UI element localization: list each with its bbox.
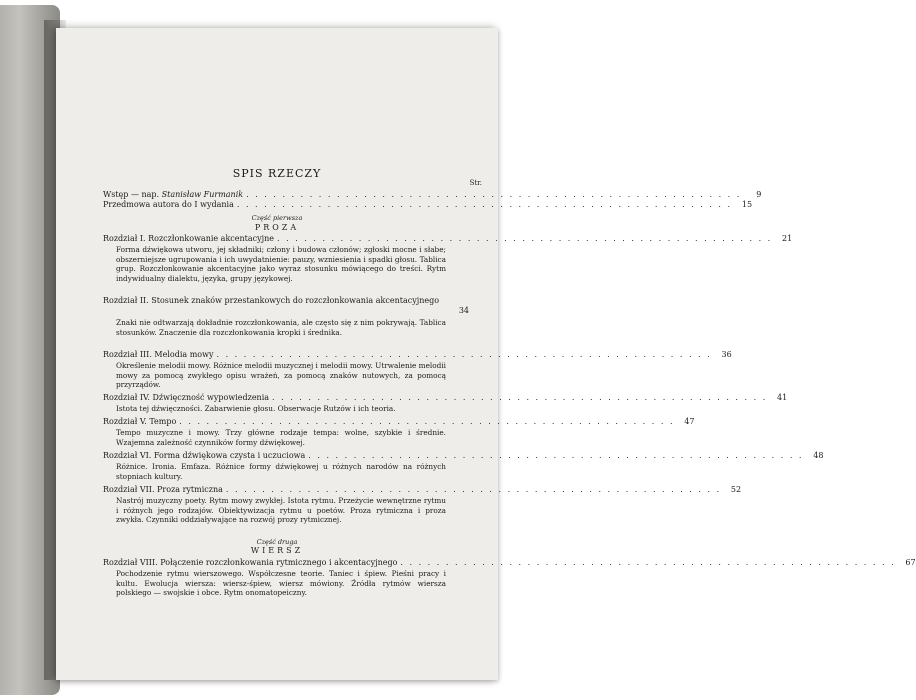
toc-entry-preface: Przedmowa autora do I wydania . . . 15 — [103, 200, 469, 210]
chapter-summary: Pochodzenie rytmu wierszowego. Współczesne teorie. Taniec i śpiew. Pieśni pracy i kultu. Ewolucja wiersza: wiersz-śpiew, wiersz mówiony. Źródła rytmów wiersza polskiego — swojskie i obce. Rytm onomatopeiczny. — [116, 569, 446, 598]
part-title: PROZA — [254, 223, 300, 232]
toc-entry-chapter: Rozdział I. Rozczłonkowanie akcentacyjne . . . 21 — [103, 234, 469, 244]
page-number: 67 — [905, 558, 916, 567]
toc-heading: SPIS RZECZY — [232, 167, 322, 180]
toc-entry-chapter: Rozdział V. Tempo . . . 47 — [103, 417, 469, 427]
chapter-summary: Forma dźwiękowa utworu, jej składniki; człony i budowa członów; zgłoski mocne i słabe; obszerniejsze ugrupowania i ich uwydatnienie: pauzy, wzniesienia i spadki głosu. Tablica grup. Rozczłonkowanie akcentacyjne jako wyraz stosunku mówiącego do treści. Rytm indywidualny dialektu, języka, grupy językowej. — [116, 245, 446, 283]
page-number: 21 — [782, 234, 793, 243]
part-label: Część druga — [256, 538, 298, 546]
chapter-summary: Różnice. Ironia. Emfaza. Różnice formy dźwiękowej u różnych narodów na różnych stopniach kultury. — [116, 462, 446, 481]
toc-entry-chapter: Rozdział IV. Dźwięczność wypowiedzenia . . . 41 — [103, 393, 469, 403]
page-number: 15 — [741, 200, 753, 209]
part-label: Część pierwsza — [251, 214, 303, 222]
chapter-summary: Tempo muzyczne i mowy. Trzy główne rodzaje tempa: wolne, szybkie i średnie. Wzajemna zależność czynników formy dźwiękowej. — [116, 428, 446, 447]
toc-entry-chapter: Rozdział VII. Proza rytmiczna . . . 52 — [103, 485, 469, 495]
toc-entry-chapter: Rozdział III. Melodia mowy . . . 36 — [103, 350, 469, 360]
page-number: 36 — [721, 350, 732, 359]
page-number: 47 — [684, 417, 695, 426]
page-number: 9 — [756, 190, 762, 199]
toc-entry-foreword: Wstęp — nap. Stanisław Furmanik . . . 9 — [103, 190, 469, 200]
chapter-summary: Istota tej dźwięczności. Zabarwienie głosu. Obserwacje Rutzów i ich teoria. — [116, 404, 396, 413]
page-number: 41 — [777, 393, 788, 402]
chapter-summary: Określenie melodii mowy. Różnice melodii muzycznej i melodii mowy. Utrwalenie melodii mowy za pomocą zwykłego opisu wrażeń, za pomocą znaków nutowych, za pomocą przyrządów. — [116, 361, 446, 390]
book-page — [56, 28, 916, 680]
chapter-summary: Znaki nie odtwarzają dokładnie rozczłonkowania, ale często się z nim pokrywają. Tablica stosunków. Znaczenie dla rozczłonkowania kropki i średnika. — [116, 318, 446, 337]
page-column-label: Str. — [469, 179, 482, 187]
foreword-author: Stanisław Furmanik — [161, 190, 244, 199]
toc-entry-chapter: Rozdział VIII. Połączenie rozczłonkowania rytmicznego i akcentacyjnego . . . 67 — [103, 558, 469, 568]
part-title: WIERSZ — [250, 546, 304, 555]
toc-entry-chapter: Rozdział II. Stosunek znaków przestankowych do rozczłonkowania akcentacyjnego 34 — [103, 296, 469, 315]
page-number: 52 — [730, 485, 742, 494]
page-number: 48 — [813, 451, 824, 460]
page-number: 34 — [458, 306, 469, 315]
toc-entry-chapter: Rozdział VI. Forma dźwiękowa czysta i uczuciowa . . . 48 — [103, 451, 469, 461]
chapter-summary: Nastrój muzyczny poety. Rytm mowy zwykłej. Istota rytmu. Przeżycie wewnętrzne rytmu i różnych jego rodzajów. Obiektywizacja rytmu u poetów. Proza rytmiczna i proza zwykła. Czynniki oddziaływające na rozwój prozy rytmicznej. — [116, 496, 446, 525]
